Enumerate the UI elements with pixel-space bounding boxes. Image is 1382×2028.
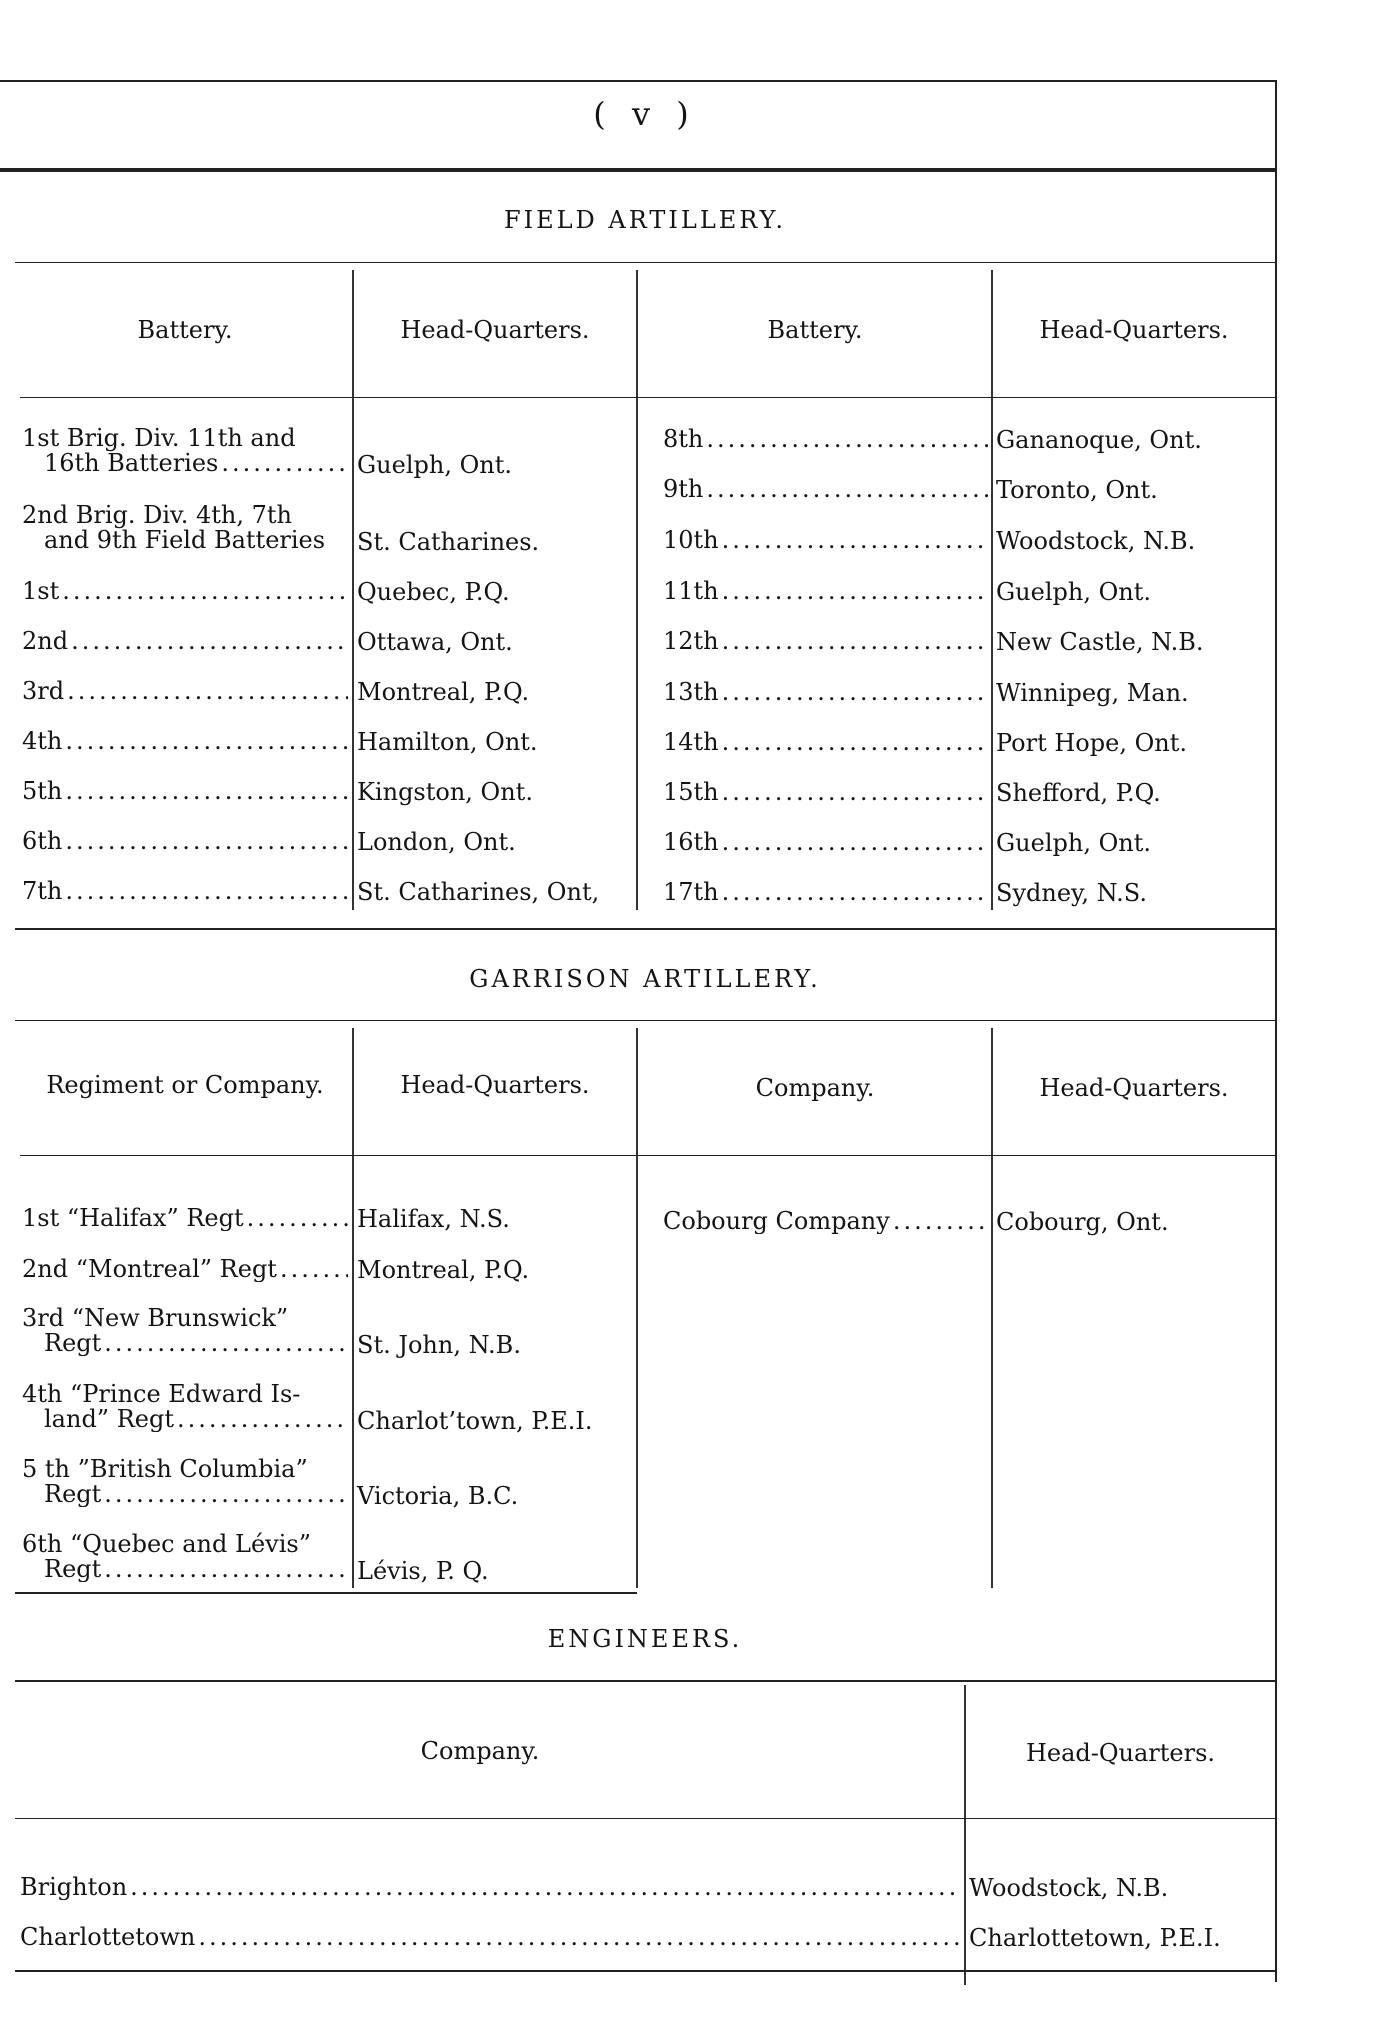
garrison-col-divider-1 (352, 1028, 354, 1588)
field-col-divider-3 (991, 270, 993, 910)
field-row: 11th ..... (663, 578, 988, 604)
right-border (1275, 82, 1277, 1982)
garrison-artillery-title: GARRISON ARTILLERY. (469, 965, 821, 993)
field-row: 8th ..... (663, 426, 988, 452)
engineers-bottom-rule (15, 1970, 1277, 1972)
engineers-row: Brighton ..... (20, 1874, 960, 1900)
field-row: 1st ..... (22, 578, 348, 604)
garrison-col-divider-3 (991, 1028, 993, 1588)
field-col-divider-1 (352, 270, 354, 910)
field-hq: Winnipeg, Man. (996, 679, 1189, 707)
engineers-hq: Charlottetown, P.E.I. (969, 1924, 1221, 1952)
field-hq: Hamilton, Ont. (357, 728, 538, 756)
field-hq: Port Hope, Ont. (996, 729, 1187, 757)
field-row: 9th ..... (663, 476, 988, 502)
field-hq: St. Catharines. (357, 528, 540, 556)
garrison-title-rule (15, 1020, 1275, 1021)
garrison-row: 6th “Quebec and Lévis” Regt ..... (22, 1532, 348, 1582)
field-hq: Shefford, P.Q. (996, 779, 1161, 807)
garrison-hq: Charlot’town, P.E.I. (357, 1407, 593, 1435)
garrison-row: Cobourg Company ..... (663, 1208, 988, 1234)
garrison-col-divider-2 (636, 1028, 638, 1588)
garrison-row: 2nd “Montreal” Regt ..... (22, 1256, 348, 1282)
garrison-hq: St. John, N.B. (357, 1331, 521, 1359)
field-header-battery: Battery. (137, 316, 233, 344)
garrison-row: 1st “Halifax” Regt ..... (22, 1205, 348, 1231)
field-row: 12th ..... (663, 628, 988, 654)
garrison-header-hq: Head-Quarters. (400, 1071, 590, 1099)
garrison-hq: Cobourg, Ont. (996, 1208, 1169, 1236)
garrison-hq: Halifax, N.S. (357, 1205, 510, 1233)
garrison-bottom-rule (15, 1592, 637, 1594)
engineers-header-rule (15, 1818, 1275, 1819)
page-folio: ( v ) (593, 95, 697, 133)
garrison-header-company: Company. (755, 1074, 875, 1102)
garrison-hq: Montreal, P.Q. (357, 1256, 530, 1284)
field-header-hq: Head-Quarters. (400, 316, 590, 344)
field-row: 3rd ..... (22, 678, 348, 704)
engineers-col-divider (964, 1685, 966, 1985)
garrison-hq: Lévis, P. Q. (357, 1557, 489, 1585)
garrison-row: 4th “Prince Edward Is- land” Regt ..... (22, 1382, 348, 1432)
field-header-battery-2: Battery. (767, 316, 863, 344)
field-hq: Guelph, Ont. (996, 578, 1151, 606)
field-row: 7th ..... (22, 878, 348, 904)
field-header-hq-2: Head-Quarters. (1039, 316, 1229, 344)
field-header-rule (20, 397, 1275, 398)
engineers-title: ENGINEERS. (547, 1625, 743, 1653)
field-hq: Gananoque, Ont. (996, 426, 1202, 454)
engineers-hq: Woodstock, N.B. (969, 1874, 1169, 1902)
garrison-hq: Victoria, B.C. (357, 1482, 519, 1510)
field-row: 2nd ..... (22, 628, 348, 654)
field-artillery-title: FIELD ARTILLERY. (503, 206, 787, 234)
garrison-row: 3rd “New Brunswick” Regt ..... (22, 1306, 348, 1356)
field-row: 14th ..... (663, 729, 988, 755)
field-row: 13th ..... (663, 679, 988, 705)
field-row: 10th ..... (663, 527, 988, 553)
field-hq: St. Catharines, Ont, (357, 878, 600, 906)
garrison-header-regiment: Regiment or Company. (46, 1071, 324, 1099)
engineers-row: Charlottetown ..... (20, 1924, 960, 1950)
field-row: 4th ..... (22, 728, 348, 754)
field-hq: Sydney, N.S. (996, 879, 1147, 907)
engineers-title-rule (15, 1680, 1275, 1682)
field-hq: Guelph, Ont. (996, 829, 1151, 857)
field-title-rule (15, 262, 1275, 263)
field-row: 5th ..... (22, 778, 348, 804)
field-hq: London, Ont. (357, 828, 516, 856)
field-col-divider-2 (636, 270, 638, 910)
field-hq: Quebec, P.Q. (357, 578, 510, 606)
field-row: 16th ..... (663, 829, 988, 855)
field-row: 6th ..... (22, 828, 348, 854)
field-row: 17th ..... (663, 879, 988, 905)
field-hq: Toronto, Ont. (996, 476, 1158, 504)
field-bottom-rule (15, 928, 1275, 930)
header-rule (0, 168, 1277, 172)
field-hq: Guelph, Ont. (357, 451, 512, 479)
field-hq: Kingston, Ont. (357, 778, 533, 806)
garrison-header-rule (20, 1155, 1275, 1156)
field-row: 15th ..... (663, 779, 988, 805)
field-row: 2nd Brig. Div. 4th, 7th and 9th Field Batteries (22, 501, 326, 554)
field-hq: New Castle, N.B. (996, 628, 1204, 656)
engineers-header-company: Company. (420, 1737, 540, 1765)
garrison-row: 5 th ”British Columbia” Regt ..... (22, 1457, 348, 1507)
top-border (0, 80, 1277, 82)
engineers-header-hq: Head-Quarters. (1025, 1739, 1216, 1767)
garrison-header-hq-2: Head-Quarters. (1039, 1074, 1229, 1102)
field-hq: Woodstock, N.B. (996, 527, 1196, 555)
field-hq: Montreal, P.Q. (357, 678, 530, 706)
field-hq: Ottawa, Ont. (357, 628, 513, 656)
field-row: 1st Brig. Div. 11th and 16th Batteries ..... (22, 426, 348, 476)
